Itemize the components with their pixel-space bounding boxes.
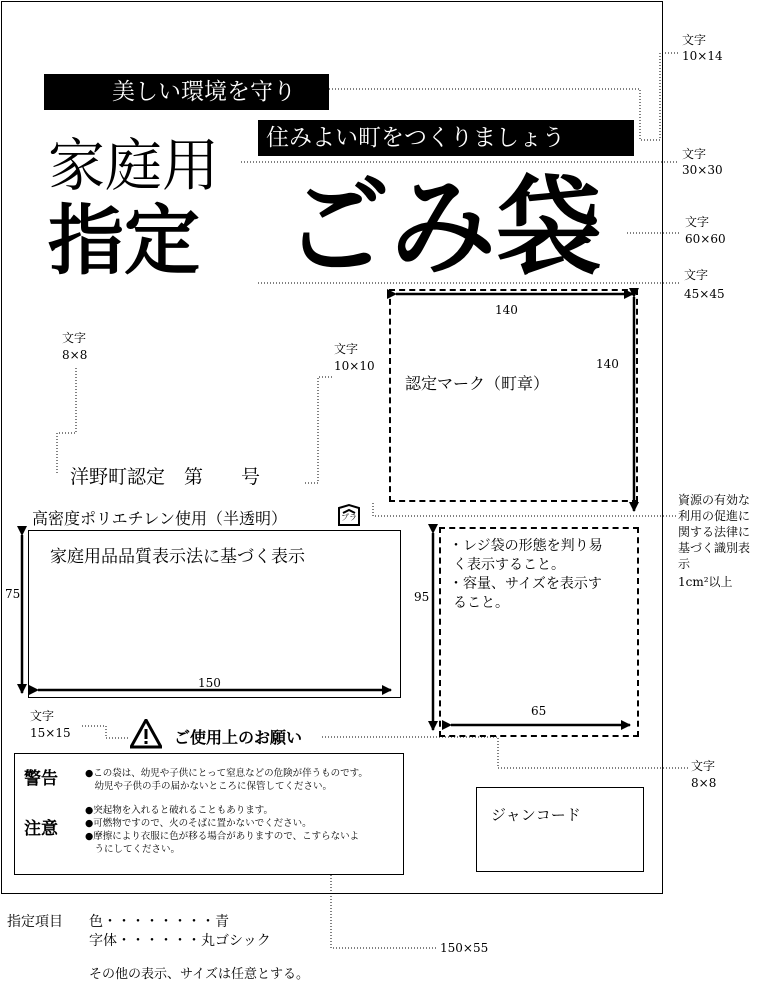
slogan-line-1: 美しい環境を守り (112, 79, 296, 105)
note-30x30-size: 30×30 (682, 163, 723, 177)
attention-text-1: ●突起物を入れると破れることもあります。 (85, 805, 274, 816)
attention-label: 注意 (24, 819, 58, 839)
certification-text: 洋野町認定 第 号 (70, 466, 261, 488)
attention-text-4: うにしてください。 (85, 844, 181, 855)
footer-color-line: 色・・・・・・・・青 (89, 914, 229, 930)
note-8x8-right-size: 8×8 (691, 776, 717, 790)
quality-box-label: 家庭用品品質表示法に基づく表示 (50, 547, 305, 567)
note-30x30-label: 文字 (682, 147, 707, 161)
note-8x8-right-label: 文字 (691, 759, 716, 773)
note-8x8-left-size: 8×8 (62, 348, 88, 362)
mark-height-value: 140 (596, 357, 619, 371)
slogan-line-2: 住みよい町をつくりましょう (266, 125, 565, 151)
mark-width-value: 140 (495, 303, 518, 317)
note-10x10-label: 文字 (334, 342, 359, 356)
recycle-note-5: 示 (678, 557, 691, 571)
note-45x45-label: 文字 (684, 268, 709, 282)
warning-label: 警告 (24, 769, 58, 789)
note-10x10-size: 10×10 (334, 359, 375, 373)
regi-width-value: 65 (531, 704, 547, 718)
note-15x15-label: 文字 (30, 709, 55, 723)
footer-spec-label: 指定項目 (7, 914, 63, 930)
recycle-mark-label: プラ (341, 513, 357, 522)
regi-item-1a: ・レジ袋の形態を判り易 (449, 538, 603, 554)
title-gomibukuro: ごみ袋 (284, 166, 602, 289)
attention-text-2: ●可燃物ですので、火のそばに置かないでください。 (85, 818, 312, 829)
warning-text-1: ●この袋は、幼児や子供にとって窒息などの危険が伴うものです。 (85, 768, 368, 779)
footer-font-line: 字体・・・・・・丸ゴシック (89, 933, 271, 949)
regi-item-2b: ること。 (453, 595, 509, 611)
jan-code-label: ジャンコード (491, 806, 581, 824)
note-15x15-size: 15×15 (30, 726, 71, 740)
note-8x8-left-label: 文字 (62, 331, 87, 345)
quality-height-value: 75 (5, 587, 21, 601)
recycle-note-1: 資源の有効な (678, 493, 751, 507)
regi-item-2a: ・容量、サイズを表示す (449, 576, 602, 592)
attention-text-3: ●摩擦により衣服に色が移る場合がありますので、こすらないよ (85, 831, 360, 842)
regi-item-1b: く表示すること。 (453, 557, 565, 573)
note-10x14-size: 10×14 (682, 49, 723, 63)
material-text: 高密度ポリエチレン使用（半透明） (32, 509, 287, 528)
recycle-note-3: 関する法律に (678, 525, 751, 539)
note-60x60-label: 文字 (685, 215, 710, 229)
note-10x14-label: 文字 (682, 33, 707, 47)
note-60x60-size: 60×60 (685, 232, 726, 246)
title-katei: 家庭用 (48, 133, 219, 199)
title-shitei: 指定 (48, 196, 200, 285)
regi-height-value: 95 (414, 590, 430, 604)
warning-text-2: 幼児や子供の手の届かないところに保管してください。 (85, 781, 333, 792)
recycle-note-2: 利用の促進に (678, 509, 751, 523)
recycle-note-4: 基づく識別表 (678, 541, 751, 555)
note-150x55: 150×55 (440, 941, 489, 955)
footer-other-line: その他の表示、サイズは任意とする。 (89, 967, 309, 982)
recycle-note-6: 1cm²以上 (678, 575, 733, 589)
caution-heading: ご使用上のお願い (174, 728, 303, 747)
quality-width-value: 150 (198, 676, 221, 690)
mark-area-label: 認定マーク（町章） (405, 374, 550, 393)
note-45x45-size: 45×45 (684, 287, 725, 301)
